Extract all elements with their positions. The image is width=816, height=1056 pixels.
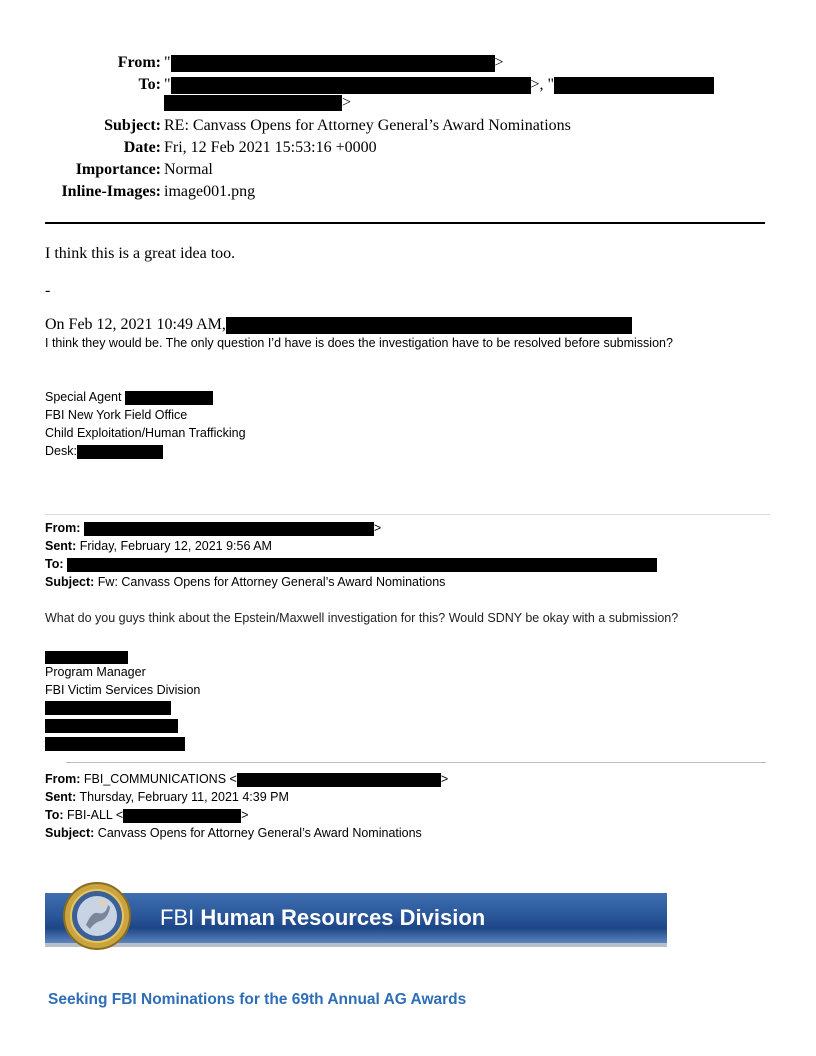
signature-unit: Child Exploitation/Human Trafficking: [45, 426, 246, 440]
importance-value: Normal: [164, 161, 213, 178]
from-value: [164, 53, 504, 73]
fwd1-sent: [45, 537, 272, 555]
quoted-reply: I think they would be. The only question I’d have is does the investigation have to be resolved before submission?: [45, 336, 673, 350]
fwd2-sent-value: Thursday, February 11, 2021 4:39 PM: [79, 790, 289, 804]
redaction-block: [164, 95, 342, 111]
redaction-block: [226, 317, 632, 334]
fwd1-from-label: From:: [45, 521, 81, 535]
fwd2-to-close: >: [241, 808, 249, 822]
redaction-block: [554, 77, 714, 94]
signature-line: [45, 388, 213, 406]
redaction-block: [45, 701, 171, 715]
fwd1-from: [45, 519, 381, 537]
hr-division-banner: [45, 893, 667, 947]
fwd2-from: [45, 770, 448, 788]
on-line-text: On Feb 12, 2021 10:49 AM,: [45, 316, 226, 333]
redaction-block: [45, 651, 128, 664]
fwd2-from-close: >: [440, 772, 449, 786]
forward-divider: [45, 514, 770, 515]
to-value: [164, 75, 714, 95]
signature-desk: [45, 442, 163, 460]
signature-office: FBI New York Field Office: [45, 408, 188, 422]
sig2-division: FBI Victim Services Division: [45, 683, 201, 697]
date-label: Date:: [123, 139, 161, 156]
to-quote: ": [164, 76, 171, 93]
desk-label: Desk:: [45, 444, 77, 458]
fwd2-to-value: FBI-ALL <: [67, 808, 124, 822]
signature-title: Special Agent: [45, 390, 122, 404]
importance-label: Importance:: [75, 161, 161, 178]
date-value: Fri, 12 Feb 2021 15:53:16 +0000: [164, 139, 377, 156]
redaction-block: [77, 445, 163, 459]
to-close: >: [342, 94, 352, 111]
redaction-block: [125, 391, 213, 405]
from-label: From:: [117, 54, 161, 71]
sig2-contact: [45, 701, 185, 751]
fwd1-to-label: To:: [45, 557, 64, 571]
fwd2-subject-label: Subject:: [45, 826, 95, 840]
fwd1-subject-value: Fw: Canvass Opens for Attorney General’s Award Nominations: [97, 575, 446, 589]
banner-prefix: FBI: [160, 905, 195, 930]
to-separator: >, ": [530, 76, 555, 93]
fwd1-to: [45, 555, 657, 573]
sig2-title: Program Manager: [45, 665, 146, 679]
fwd2-from-label: From:: [45, 772, 81, 786]
fwd2-sent-label: Sent:: [45, 790, 77, 804]
from-quote: ": [164, 54, 171, 71]
reply-body: I think this is a great idea too.: [45, 245, 236, 262]
redaction-block: [45, 719, 178, 733]
inline-images-value: image001.png: [164, 183, 256, 200]
fwd2-subject-value: Canvass Opens for Attorney General’s Award Nominations: [97, 826, 422, 840]
redaction-block: [171, 77, 531, 94]
nominations-headline: Seeking FBI Nominations for the 69th Annual AG Awards: [48, 991, 467, 1008]
fwd2-from-value: FBI_COMMUNICATIONS <: [83, 772, 237, 786]
fwd1-sent-label: Sent:: [45, 539, 77, 553]
fwd1-subject: [45, 573, 445, 591]
redaction-block: [171, 55, 495, 72]
redaction-block: [45, 737, 185, 751]
fwd2-to: [45, 806, 248, 824]
from-close: >: [494, 54, 504, 71]
fwd1-sent-value: Friday, February 12, 2021 9:56 AM: [79, 539, 272, 553]
forward-divider-2: [66, 762, 766, 763]
banner-title-text: Human Resources Division: [200, 905, 486, 930]
subject-value: RE: Canvass Opens for Attorney General’s Award Nominations: [164, 117, 571, 134]
reply-on-line: [45, 316, 632, 334]
banner-title: [160, 905, 485, 931]
redaction-block: [67, 558, 657, 572]
fwd1-from-close: >: [373, 521, 382, 535]
fbi-seal-icon: [62, 881, 132, 951]
redaction-block: [84, 522, 374, 536]
to-value-cont: [164, 93, 351, 113]
fwd2-sent: [45, 788, 289, 806]
fwd2-to-label: To:: [45, 808, 64, 822]
redaction-block: [123, 809, 241, 823]
inline-images-label: Inline-Images:: [61, 183, 161, 200]
fwd1-body: What do you guys think about the Epstein/Maxwell investigation for this? Would SDNY be okay with a submission?: [45, 611, 679, 625]
to-label: To:: [138, 76, 161, 93]
reply-dash: -: [45, 282, 51, 299]
fwd2-subject: [45, 824, 422, 842]
fwd1-subject-label: Subject:: [45, 575, 95, 589]
subject-label: Subject:: [104, 117, 161, 134]
redaction-block: [237, 773, 441, 787]
header-divider: [45, 222, 765, 224]
